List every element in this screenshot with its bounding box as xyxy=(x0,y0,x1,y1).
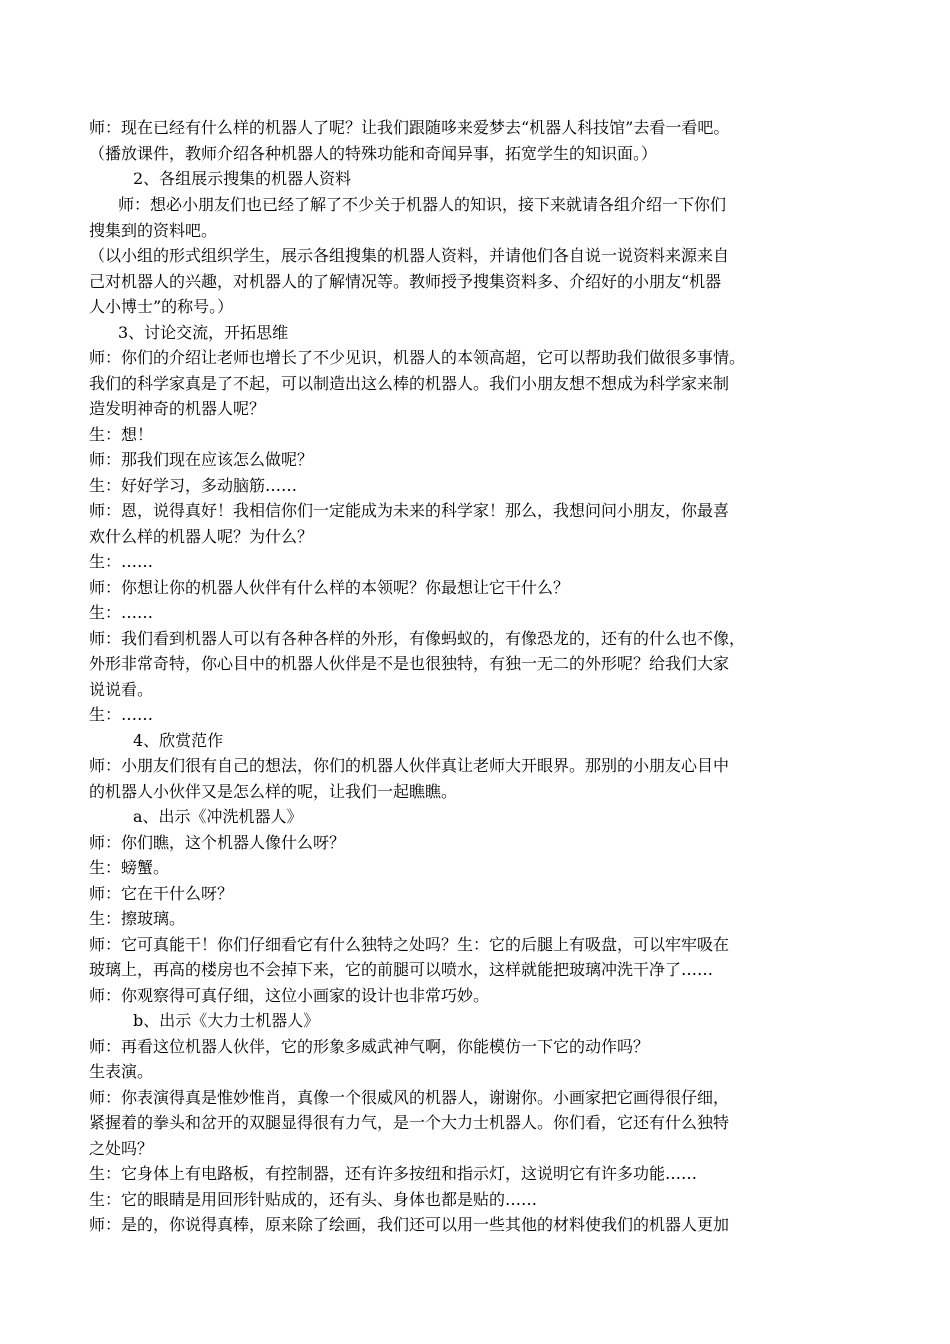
text-line: 生：它身体上有电路板，有控制器，还有许多按纽和指示灯，这说明它有许多功能…… xyxy=(89,1164,698,1183)
text-line: （以小组的形式组织学生，展示各组搜集的机器人资料，并请他们各自说一说资料来源来自 xyxy=(89,246,730,265)
text-line: 师：你观察得可真仔细，这位小画家的设计也非常巧妙。 xyxy=(89,986,490,1005)
text-line: 师：你想让你的机器人伙伴有什么样的本领呢？你最想让它干什么？ xyxy=(89,578,570,597)
text-line: 紧握着的拳头和岔开的双腿显得很有力气，是一个大力士机器人。你们看，它还有什么独特 xyxy=(89,1113,730,1132)
text-line: 生：…… xyxy=(89,603,154,622)
text-line: （播放课件，教师介绍各种机器人的特殊功能和奇闻异事，拓宽学生的知识面。） xyxy=(89,144,658,163)
text-line: 师：它在干什么呀？ xyxy=(89,884,234,903)
text-line: 己对机器人的兴趣，对机器人的了解情况等。教师授予搜集资料多、介绍好的小朋友“机器 xyxy=(89,272,722,291)
section-heading: 2、各组展示搜集的机器人资料 xyxy=(133,169,352,188)
text-line: 师：你们瞧，这个机器人像什么呀？ xyxy=(89,833,346,852)
text-line: 欢什么样的机器人呢？为什么？ xyxy=(89,527,314,546)
text-line: 生：螃蟹。 xyxy=(89,858,170,877)
section-heading: 4、欣赏范作 xyxy=(133,731,224,750)
section-heading: 3、讨论交流，开拓思维 xyxy=(118,323,289,342)
text-line: 师：小朋友们很有自己的想法，你们的机器人伙伴真让老师大开眼界。那别的小朋友心目中 xyxy=(89,756,730,775)
text-line: 人小博士”的称号。） xyxy=(89,297,234,316)
subsection-heading: a、出示《冲洗机器人》 xyxy=(133,807,303,826)
text-line: 生：…… xyxy=(89,705,154,724)
text-line: 师：再看这位机器人伙伴，它的形象多威武神气啊，你能模仿一下它的动作吗？ xyxy=(89,1037,650,1056)
text-line: 生：好好学习，多动脑筋…… xyxy=(89,476,298,495)
text-line: 师：恩，说得真好！我相信你们一定能成为未来的科学家！那么，我想问问小朋友，你最喜 xyxy=(89,501,730,520)
text-line: 师：你表演得真是惟妙惟肖，真像一个很威风的机器人，谢谢你。小画家把它画得很仔细， xyxy=(89,1088,730,1107)
text-line: 生：想！ xyxy=(89,425,154,444)
text-line: 造发明神奇的机器人呢？ xyxy=(89,399,266,418)
text-line: 师：我们看到机器人可以有各种各样的外形，有像蚂蚁的，有像恐龙的，还有的什么也不像， xyxy=(89,629,746,648)
text-line: 玻璃上，再高的楼房也不会掉下来，它的前腿可以喷水，这样就能把玻璃冲洗干净了…… xyxy=(89,960,714,979)
text-line: 说说看。 xyxy=(89,680,154,699)
text-line: 搜集到的资料吧。 xyxy=(89,221,218,240)
text-line: 生：…… xyxy=(89,552,154,571)
text-line: 师：那我们现在应该怎么做呢？ xyxy=(89,450,314,469)
text-line: 生：擦玻璃。 xyxy=(89,909,186,928)
text-line: 师：是的，你说得真棒，原来除了绘画，我们还可以用一些其他的材料使我们的机器人更加 xyxy=(89,1215,730,1234)
text-line: 我们的科学家真是了不起，可以制造出这么棒的机器人。我们小朋友想不想成为科学家来制 xyxy=(89,374,730,393)
text-line: 的机器人小伙伴又是怎么样的呢，让我们一起瞧瞧。 xyxy=(89,782,458,801)
text-line: 师：想必小朋友们也已经了解了不少关于机器人的知识，接下来就请各组介绍一下你们 xyxy=(118,195,727,214)
text-line: 师：它可真能干！你们仔细看它有什么独特之处吗？生：它的后腿上有吸盘，可以牢牢吸在 xyxy=(89,935,730,954)
text-line: 生表演。 xyxy=(89,1062,154,1081)
text-line: 师：现在已经有什么样的机器人了呢？让我们跟随哆来爱梦去“机器人科技馆”去看一看吧。 xyxy=(89,118,730,137)
subsection-heading: b、出示《大力士机器人》 xyxy=(133,1011,320,1030)
text-line: 生：它的眼睛是用回形针贴成的，还有头、身体也都是贴的…… xyxy=(89,1190,538,1209)
text-line: 外形非常奇特，你心目中的机器人伙伴是不是也很独特，有独一无二的外形呢？给我们大家 xyxy=(89,654,730,673)
text-line: 师：你们的介绍让老师也增长了不少见识，机器人的本领高超，它可以帮助我们做很多事情。 xyxy=(89,348,746,367)
text-line: 之处吗？ xyxy=(89,1139,154,1158)
